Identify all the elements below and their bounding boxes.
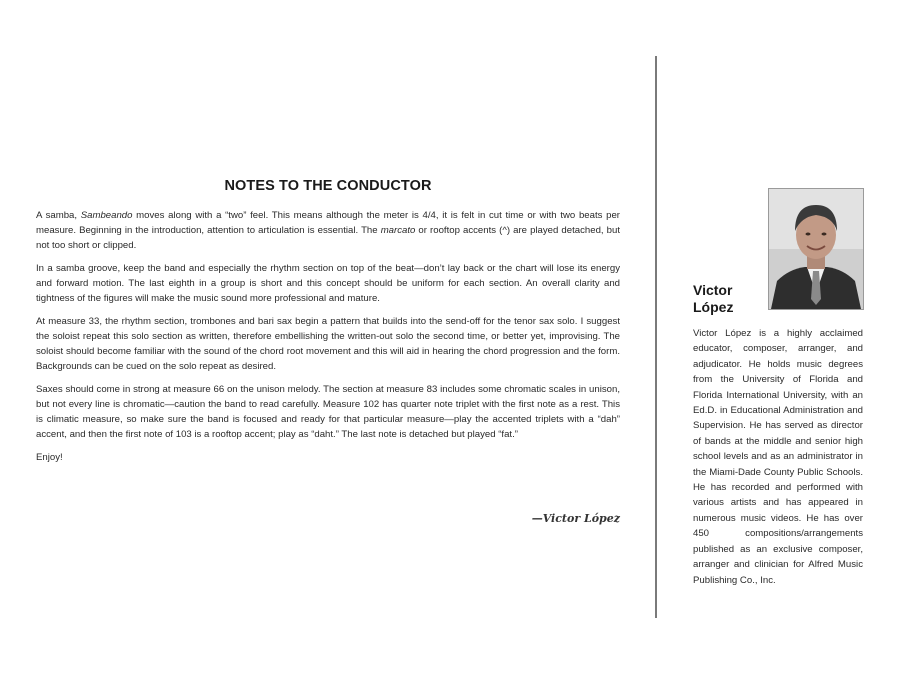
conductor-notes bbox=[36, 178, 620, 473]
page-title: NOTES TO THE CONDUCTOR bbox=[224, 178, 432, 194]
author-bio: Victor López is a highly acclaimed educator, composer, arranger, and adjudicator. He holds music degrees from the University of Florida and Florida International University, with an Ed.D. in Educational Administration and Supervision. He has served as director of bands at the middle and senior high school levels and as an administrator in the Miami-Dade County Public Schools. He has recorded and performed with various artists and has appeared in numerous music videos. He has over 450 compositions/arrangements published as an exclusive composer, arranger and clinician for Alfred Music Publishing Co., Inc. bbox=[693, 328, 863, 586]
p1-text-e: or rooftop accents (^) are played detached, but not too short or clipped. bbox=[36, 225, 620, 251]
author-last-name: López bbox=[693, 299, 734, 315]
paragraph-2: In a samba groove, keep the band and especially the rhythm section on top of the beat—don’t lay back or the chart will lose its energy and forward motion. The last eighth in a group is short and this concept should be uniform for each section. An overall clarity and tightness of the figures will make the music sound more professional and mature. bbox=[36, 263, 620, 304]
paragraph-1 bbox=[36, 208, 620, 253]
p1-marcato-italic: marcato bbox=[380, 225, 416, 236]
portrait-image bbox=[769, 189, 863, 309]
p1-text-a: A samba, bbox=[36, 210, 81, 221]
p1-title-italic: Sambeando bbox=[80, 210, 133, 221]
column-divider bbox=[655, 56, 657, 618]
paragraph-3: At measure 33, the rhythm section, trombones and bari sax begin a pattern that builds into the send-off for the tenor sax solo. I suggest the soloist repeat this solo section as written, therefore embellishing the written-out solo the second time, or better yet, improvising. The soloist should become familiar with the sound of the chord root movement and this will aid in hearing the chord progression and the form. Backgrounds can be cued on the solo repeat as desired. bbox=[36, 316, 620, 372]
p1-text-c: moves along with a “two” feel. This means although the meter is 4/4, it is felt in cut time or with two beats per measure. Beginning in the introduction, attention to articulation is essential. The bbox=[36, 210, 620, 236]
paragraph-4: Saxes should come in strong at measure 66 on the unison melody. The section at measure 83 includes some chromatic scales in unison, but not every line is chromatic—caution the band to read carefully. Measure 102 has quarter note triplet with the first note as a rest. This is climatic measure, so make sure the band is focused and ready for that particular measure—play the accented triplets with a “dah” accent, and then the first note of 103 is a rooftop accent; play as “daht.” The last note is detached but played “fat.” bbox=[36, 384, 620, 440]
paragraph-5: Enjoy! bbox=[36, 452, 63, 463]
author-photo bbox=[768, 188, 864, 310]
author-first-name: Victor bbox=[693, 282, 733, 298]
author-name bbox=[693, 282, 733, 316]
signature: —Victor López bbox=[531, 512, 620, 525]
